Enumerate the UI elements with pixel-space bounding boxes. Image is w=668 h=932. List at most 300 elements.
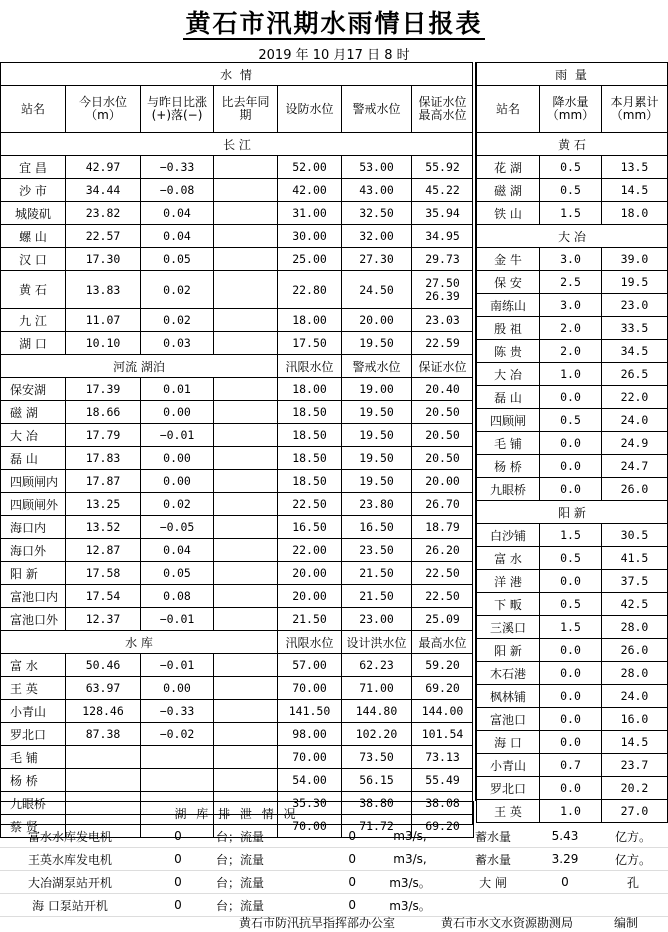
storage-unit: 孔: [626, 875, 639, 890]
warning-level: 32.50: [342, 202, 412, 225]
station-name: 富池口外: [1, 608, 66, 631]
limit-level: 57.00: [278, 654, 342, 677]
unit-flow-label: 台；流量: [216, 852, 265, 867]
last-year-compare: [214, 401, 278, 424]
limit-level: 18.00: [278, 378, 342, 401]
rainfall-value: 1.5: [540, 202, 602, 225]
station-name: 汉 口: [1, 248, 66, 271]
station-name: 王 英: [1, 677, 66, 700]
rain-station-name: 木石港: [477, 662, 540, 685]
last-year-compare: [214, 332, 278, 355]
monthly-total: 30.5: [602, 524, 668, 547]
monthly-total: 33.5: [602, 317, 668, 340]
rainfall-value: 0.0: [540, 662, 602, 685]
reservoir-row: [1, 746, 474, 769]
footer-org-hydrology-bureau: 黄石市水文水资源勘测局: [441, 916, 574, 930]
rainfall-value: 0.0: [540, 777, 602, 800]
limit-level: 18.50: [278, 424, 342, 447]
rain-row: [477, 754, 668, 777]
rivers-column-header: 警戒水位: [342, 355, 412, 378]
today-level: [66, 746, 141, 769]
guarantee-level: [412, 179, 474, 202]
rain-column-header: 降水量（mm）: [540, 86, 602, 133]
rainfall-value: 0.0: [540, 639, 602, 662]
monthly-total: 20.2: [602, 777, 668, 800]
level-change: −0.01: [141, 654, 214, 677]
changjiang-row: [1, 309, 474, 332]
flow-value: 0: [348, 852, 356, 866]
monthly-total: 14.5: [602, 179, 668, 202]
last-year-compare: [214, 470, 278, 493]
rain-row: [477, 570, 668, 593]
station-name: 磊 山: [1, 447, 66, 470]
max-level: 26.20: [412, 539, 474, 562]
rain-station-name: 南练山: [477, 294, 540, 317]
last-year-compare: [214, 654, 278, 677]
unit-count: 0: [174, 875, 182, 889]
station-name: 城陵矶: [1, 202, 66, 225]
drainage-row: [0, 825, 668, 848]
today-level: [66, 769, 141, 792]
level-change: [141, 769, 214, 792]
warning-level: 24.50: [342, 271, 412, 309]
rivers-row: [1, 447, 474, 470]
max-level: 69.20: [412, 815, 474, 838]
warning-level: 144.80: [342, 700, 412, 723]
monthly-total: 23.7: [602, 754, 668, 777]
station-name: 四顾闸内: [1, 470, 66, 493]
rain-station-name: 杨 桥: [477, 455, 540, 478]
last-year-compare: [214, 271, 278, 309]
station-name: 四顾闸外: [1, 493, 66, 516]
max-level: 20.00: [412, 470, 474, 493]
monthly-total: 24.7: [602, 455, 668, 478]
drainage-row: [0, 848, 668, 871]
monthly-total: 22.0: [602, 386, 668, 409]
rain-station-name: 洋 港: [477, 570, 540, 593]
warning-level: 56.15: [342, 769, 412, 792]
drainage-facility: 大冶湖泵站开机: [27, 875, 112, 890]
last-year-compare: [214, 202, 278, 225]
station-name: 小青山: [1, 700, 66, 723]
monthly-total: 24.9: [602, 432, 668, 455]
level-change: 0.00: [141, 401, 214, 424]
monthly-total: 24.0: [602, 409, 668, 432]
guarantee-value: 55.92: [425, 159, 460, 174]
rainfall-value: 0.7: [540, 754, 602, 777]
last-year-compare: [214, 225, 278, 248]
last-year-compare: [214, 585, 278, 608]
limit-level: 16.50: [278, 516, 342, 539]
warning-level: 53.00: [342, 156, 412, 179]
level-change: 0.02: [141, 271, 214, 309]
water-column-header-row: [1, 86, 474, 133]
limit-level: 141.50: [278, 700, 342, 723]
rain-region-title: 黄 石: [477, 133, 668, 156]
storage-label: 大 闸: [479, 875, 507, 890]
warning-level: 71.72: [342, 815, 412, 838]
guarantee-value: 23.03: [425, 312, 460, 327]
storage-label: 蓄水量: [474, 852, 511, 867]
guarantee-level: [412, 271, 474, 309]
report-date: 2019 年 10 月17 日 8 时: [258, 48, 410, 63]
rain-station-name: 铁 山: [477, 202, 540, 225]
rain-station-name: 毛 铺: [477, 432, 540, 455]
monthly-total: 16.0: [602, 708, 668, 731]
monthly-total: 18.0: [602, 202, 668, 225]
rain-station-name: 殷 祖: [477, 317, 540, 340]
level-change: 0.02: [141, 309, 214, 332]
level-change: 0.03: [141, 332, 214, 355]
rain-station-name: 三溪口: [477, 616, 540, 639]
today-level: 17.58: [66, 562, 141, 585]
last-year-compare: [214, 309, 278, 332]
today-level: 13.52: [66, 516, 141, 539]
rainfall-value: 1.5: [540, 616, 602, 639]
max-level: 59.20: [412, 654, 474, 677]
today-level: 50.46: [66, 654, 141, 677]
flow-value: 0: [348, 898, 356, 912]
level-change: 0.01: [141, 378, 214, 401]
guarantee-level: [412, 202, 474, 225]
rain-row: [477, 731, 668, 754]
reservoir-column-header: 汛限水位: [278, 631, 342, 654]
last-year-compare: [214, 156, 278, 179]
warning-level: 38.80: [342, 792, 412, 815]
max-level: 38.08: [412, 792, 474, 815]
guarantee-level: [412, 156, 474, 179]
rain-row: [477, 800, 668, 823]
last-year-compare: [214, 516, 278, 539]
rainfall-value: 1.0: [540, 363, 602, 386]
warning-level: 102.20: [342, 723, 412, 746]
rain-region-row: [477, 225, 668, 248]
level-change: 0.04: [141, 225, 214, 248]
limit-level: 54.00: [278, 769, 342, 792]
changjiang-row: [1, 202, 474, 225]
rain-row: [477, 455, 668, 478]
rain-row: [477, 294, 668, 317]
rivers-row: [1, 516, 474, 539]
last-year-compare: [214, 179, 278, 202]
changjiang-row: [1, 225, 474, 248]
monthly-total: 37.5: [602, 570, 668, 593]
rain-row: [477, 156, 668, 179]
section-changjiang: 长 江: [1, 133, 474, 156]
limit-level: 20.00: [278, 585, 342, 608]
drainage-table: [0, 825, 668, 917]
storage-value: 5.43: [551, 829, 579, 843]
station-name: 湖 口: [1, 332, 66, 355]
unit-count: 0: [174, 898, 182, 912]
drainage-title: 湖 库 排 泄 情 况: [1, 802, 473, 825]
rain-column-header-row: [477, 86, 668, 133]
last-year-compare: [214, 677, 278, 700]
level-change: 0.00: [141, 447, 214, 470]
warning-level: 23.00: [342, 608, 412, 631]
warning-level: 19.50: [342, 424, 412, 447]
monthly-total: 41.5: [602, 547, 668, 570]
reservoir-section-row: [1, 631, 474, 654]
rain-column-header: 本月累计（mm）: [602, 86, 668, 133]
rainfall-value: 0.0: [540, 570, 602, 593]
limit-level: 70.00: [278, 746, 342, 769]
warning-level: 71.00: [342, 677, 412, 700]
rain-station-name: 小青山: [477, 754, 540, 777]
station-name: 海口外: [1, 539, 66, 562]
storage-value: 0: [561, 875, 569, 889]
rain-row: [477, 432, 668, 455]
warning-level: 16.50: [342, 516, 412, 539]
guarantee-value: 35.94: [425, 205, 460, 220]
last-year-compare: [214, 769, 278, 792]
today-level: 13.25: [66, 493, 141, 516]
level-change: −0.02: [141, 723, 214, 746]
unit-flow-label: 台；流量: [216, 875, 265, 890]
level-change: 0.02: [141, 493, 214, 516]
fortify-level: 17.50: [278, 332, 342, 355]
station-name: 大 冶: [1, 424, 66, 447]
rain-row: [477, 478, 668, 501]
monthly-total: 26.0: [602, 639, 668, 662]
today-level: 17.79: [66, 424, 141, 447]
reservoir-row: [1, 700, 474, 723]
rivers-row: [1, 493, 474, 516]
today-level: 17.87: [66, 470, 141, 493]
report-title: 黄石市汛期水雨情日报表: [185, 9, 483, 38]
monthly-total: 28.0: [602, 662, 668, 685]
drainage-title-row: [0, 801, 473, 825]
monthly-total: 26.5: [602, 363, 668, 386]
station-name: 沙 市: [1, 179, 66, 202]
today-level: 34.44: [66, 179, 141, 202]
warning-level: 19.50: [342, 447, 412, 470]
limit-level: 22.00: [278, 539, 342, 562]
guarantee-value: 34.95: [425, 228, 460, 243]
water-column-header: 今日水位（m）: [66, 86, 141, 133]
reservoir-row: [1, 654, 474, 677]
water-column-header: 警戒水位: [342, 86, 412, 133]
storage-label: 蓄水量: [474, 829, 511, 844]
footer-org-flood-office: 黄石市防汛抗旱指挥部办公室: [239, 916, 396, 930]
level-change: 0.05: [141, 562, 214, 585]
station-name: 保安湖: [1, 378, 66, 401]
warning-level: 19.50: [342, 470, 412, 493]
max-level: 25.09: [412, 608, 474, 631]
water-column-header: 保证水位 最高水位: [412, 86, 474, 133]
rainfall-value: 1.0: [540, 800, 602, 823]
today-level: 10.10: [66, 332, 141, 355]
last-year-compare: [214, 539, 278, 562]
section-row: [1, 133, 474, 156]
rain-station-name: 王 英: [477, 800, 540, 823]
rain-row: [477, 662, 668, 685]
rain-station-name: 下 畈: [477, 593, 540, 616]
rain-station-name: 陈 贵: [477, 340, 540, 363]
fortify-level: 25.00: [278, 248, 342, 271]
storage-unit: 亿方。: [614, 829, 651, 844]
reservoir-row: [1, 769, 474, 792]
warning-level: 21.50: [342, 585, 412, 608]
rainfall-value: 0.0: [540, 386, 602, 409]
rainfall-value: 0.0: [540, 432, 602, 455]
rain-row: [477, 777, 668, 800]
drainage-row: [0, 871, 668, 894]
rainfall-value: 0.0: [540, 455, 602, 478]
rain-row: [477, 708, 668, 731]
warning-level: 20.00: [342, 309, 412, 332]
warning-level: 27.30: [342, 248, 412, 271]
rain-region-title: 大 冶: [477, 225, 668, 248]
last-year-compare: [214, 723, 278, 746]
rain-row: [477, 340, 668, 363]
rivers-row: [1, 401, 474, 424]
rain-row: [477, 248, 668, 271]
rain-station-name: 富 水: [477, 547, 540, 570]
station-name: 九眼桥: [1, 792, 66, 815]
rain-row: [477, 202, 668, 225]
rain-column-header: 站名: [477, 86, 540, 133]
last-year-compare: [214, 447, 278, 470]
flow-unit: m3/s。: [389, 875, 431, 890]
rainfall-value: 0.0: [540, 685, 602, 708]
flow-unit: m3/s。: [389, 898, 431, 913]
water-column-header: 与昨日比涨(+)落(−): [141, 86, 214, 133]
warning-level: 43.00: [342, 179, 412, 202]
rainfall-value: 0.5: [540, 593, 602, 616]
rain-station-name: 阳 新: [477, 639, 540, 662]
station-name: 磁 湖: [1, 401, 66, 424]
monthly-total: 19.5: [602, 271, 668, 294]
rivers-row: [1, 539, 474, 562]
limit-level: 20.00: [278, 562, 342, 585]
rainfall-value: 0.5: [540, 409, 602, 432]
station-name: 宜 昌: [1, 156, 66, 179]
today-level: 18.66: [66, 401, 141, 424]
water-condition-table: [0, 62, 474, 838]
level-change: −0.01: [141, 424, 214, 447]
today-level: 42.97: [66, 156, 141, 179]
today-level: 22.57: [66, 225, 141, 248]
rain-row: [477, 639, 668, 662]
rivers-row: [1, 585, 474, 608]
station-name: 阳 新: [1, 562, 66, 585]
rainfall-value: 0.5: [540, 547, 602, 570]
rain-row: [477, 271, 668, 294]
level-change: 0.00: [141, 677, 214, 700]
level-change: −0.08: [141, 179, 214, 202]
max-level: 26.70: [412, 493, 474, 516]
monthly-total: 27.0: [602, 800, 668, 823]
changjiang-row: [1, 271, 474, 309]
fortify-level: 22.80: [278, 271, 342, 309]
rivers-row: [1, 562, 474, 585]
monthly-total: 24.0: [602, 685, 668, 708]
rivers-column-header: 保证水位: [412, 355, 474, 378]
today-level: 63.97: [66, 677, 141, 700]
rainfall-value: 3.0: [540, 248, 602, 271]
monthly-total: 42.5: [602, 593, 668, 616]
today-level: 17.83: [66, 447, 141, 470]
last-year-compare: [214, 562, 278, 585]
last-year-compare: [214, 746, 278, 769]
guarantee-value: 45.22: [425, 182, 460, 197]
max-level: 20.50: [412, 447, 474, 470]
warning-level: 23.50: [342, 539, 412, 562]
limit-level: 98.00: [278, 723, 342, 746]
rainfall-value: 2.5: [540, 271, 602, 294]
warning-level: 23.80: [342, 493, 412, 516]
flow-value: 0: [348, 829, 356, 843]
station-name: 罗北口: [1, 723, 66, 746]
rivers-row: [1, 378, 474, 401]
flow-value: 0: [348, 875, 356, 889]
unit-count: 0: [174, 852, 182, 866]
monthly-total: 34.5: [602, 340, 668, 363]
level-change: 0.04: [141, 202, 214, 225]
warning-level: 32.00: [342, 225, 412, 248]
rainfall-value: 0.0: [540, 731, 602, 754]
rivers-column-header: 汛限水位: [278, 355, 342, 378]
station-name: 黄 石: [1, 271, 66, 309]
today-level: 12.37: [66, 608, 141, 631]
fortify-level: 42.00: [278, 179, 342, 202]
limit-level: 70.00: [278, 677, 342, 700]
highest-value: 26.39: [425, 288, 460, 303]
fortify-level: 52.00: [278, 156, 342, 179]
station-name: 富池口内: [1, 585, 66, 608]
today-level: 87.38: [66, 723, 141, 746]
reservoir-column-header: 设计洪水位: [342, 631, 412, 654]
warning-level: 21.50: [342, 562, 412, 585]
rain-row: [477, 616, 668, 639]
rivers-row: [1, 470, 474, 493]
changjiang-row: [1, 332, 474, 355]
today-level: 23.82: [66, 202, 141, 225]
rain-station-name: 保 安: [477, 271, 540, 294]
rain-row: [477, 593, 668, 616]
rain-row: [477, 685, 668, 708]
level-change: −0.33: [141, 156, 214, 179]
unit-count: 0: [174, 829, 182, 843]
fortify-level: 31.00: [278, 202, 342, 225]
rain-station-name: 富池口: [477, 708, 540, 731]
max-level: 18.79: [412, 516, 474, 539]
water-section-header: 水 情: [1, 63, 474, 86]
today-level: 12.87: [66, 539, 141, 562]
last-year-compare: [214, 700, 278, 723]
max-level: 101.54: [412, 723, 474, 746]
unit-flow-label: 台；流量: [216, 829, 265, 844]
rain-row: [477, 179, 668, 202]
today-level: 17.30: [66, 248, 141, 271]
drainage-facility: 海 口泵站开机: [32, 898, 108, 913]
reservoir-column-header: 最高水位: [412, 631, 474, 654]
limit-level: 70.00: [278, 815, 342, 838]
station-name: 螺 山: [1, 225, 66, 248]
max-level: 69.20: [412, 677, 474, 700]
changjiang-row: [1, 156, 474, 179]
today-level: 128.46: [66, 700, 141, 723]
water-column-header: 比去年同 期: [214, 86, 278, 133]
rain-station-name: 九眼桥: [477, 478, 540, 501]
rainfall-value: 3.0: [540, 294, 602, 317]
station-name: 九 江: [1, 309, 66, 332]
station-name: 毛 铺: [1, 746, 66, 769]
rain-station-name: 白沙铺: [477, 524, 540, 547]
warning-level: 73.50: [342, 746, 412, 769]
warning-level: 62.23: [342, 654, 412, 677]
